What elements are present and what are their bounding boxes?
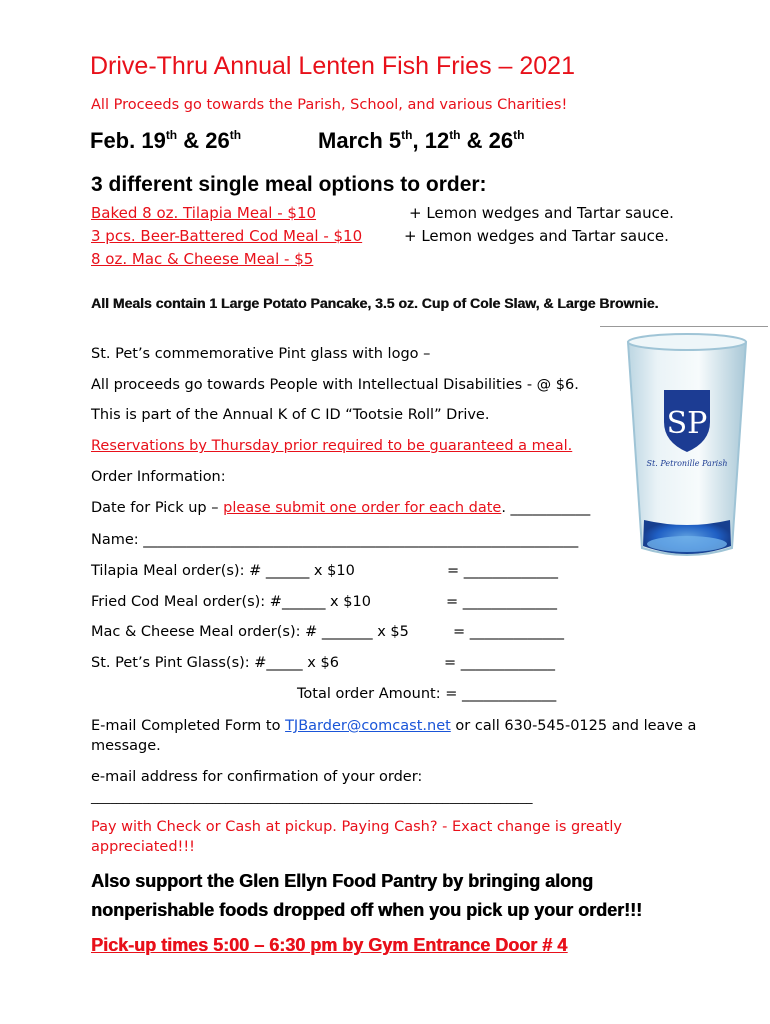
confirmation-email-label: e-mail address for confirmation of your order: bbox=[91, 769, 423, 785]
pickup-date-field[interactable]: Date for Pick up – please submit one order for each date. ___________ bbox=[91, 500, 591, 516]
meal-option-tilapia-extra: + Lemon wedges and Tartar sauce. bbox=[409, 204, 674, 222]
pint-glass-line-1: St. Pet’s commemorative Pint glass with logo – bbox=[91, 346, 431, 362]
meal-option-cod-extra: + Lemon wedges and Tartar sauce. bbox=[404, 227, 669, 245]
email-instructions: E-mail Completed Form to TJBarder@comcast.net or call 630-545-0125 and leave a bbox=[91, 718, 697, 734]
total-order-amount[interactable]: Total order Amount: = _____________ bbox=[297, 686, 557, 702]
confirmation-email-field[interactable]: _____________________________________________________________________ bbox=[91, 790, 533, 805]
meal-option-mac-cheese: 8 oz. Mac & Cheese Meal - $5 bbox=[91, 250, 314, 268]
reservation-notice: Reservations by Thursday prior required to be guaranteed a meal. bbox=[91, 438, 573, 454]
mac-cheese-order-field[interactable]: Mac & Cheese Meal order(s): # _______ x $5 bbox=[91, 624, 409, 640]
meal-contents-note: All Meals contain 1 Large Potato Pancake, 3.5 oz. Cup of Cole Slaw, & Large Brownie. bbox=[91, 295, 659, 311]
email-link[interactable]: TJBarder@comcast.net bbox=[285, 718, 451, 734]
logo-letters: SP bbox=[666, 406, 708, 441]
email-instructions-cont: message. bbox=[91, 738, 161, 754]
pint-glass-line-2: All proceeds go towards People with Intellectual Disabilities - @ $6. bbox=[91, 377, 579, 393]
flyer-title: Drive-Thru Annual Lenten Fish Fries – 2021 bbox=[90, 52, 575, 80]
february-dates: Feb. 19th & 26th bbox=[90, 128, 242, 153]
food-pantry-line-2: nonperishable foods dropped off when you pick up your order!!! bbox=[91, 900, 643, 920]
pickup-times: Pick-up times 5:00 – 6:30 pm by Gym Entrance Door # 4 bbox=[91, 935, 568, 955]
logo-caption: St. Petronille Parish bbox=[646, 459, 728, 468]
mac-cheese-order-total[interactable]: = _____________ bbox=[453, 624, 565, 640]
pint-glass-line-3: This is part of the Annual K of C ID “Tootsie Roll” Drive. bbox=[91, 407, 490, 423]
order-info-heading: Order Information: bbox=[91, 469, 226, 485]
payment-note-cont: appreciated!!! bbox=[91, 839, 195, 855]
cod-order-total[interactable]: = _____________ bbox=[446, 594, 558, 610]
food-pantry-line-1: Also support the Glen Ellyn Food Pantry by bringing along bbox=[91, 871, 594, 891]
pint-glass-image bbox=[624, 330, 750, 570]
meal-options-heading: 3 different single meal options to order: bbox=[91, 173, 487, 196]
flyer-subtitle: All Proceeds go towards the Parish, School, and various Charities! bbox=[91, 97, 568, 113]
payment-note: Pay with Check or Cash at pickup. Paying Cash? - Exact change is greatly bbox=[91, 819, 623, 835]
tilapia-order-total[interactable]: = _____________ bbox=[447, 563, 559, 579]
meal-option-tilapia: Baked 8 oz. Tilapia Meal - $10 bbox=[91, 204, 317, 222]
pint-glass-order-total[interactable]: = _____________ bbox=[444, 655, 556, 671]
march-dates: March 5th, 12th & 26th bbox=[318, 128, 525, 153]
cod-order-field[interactable]: Fried Cod Meal order(s): #______ x $10 bbox=[91, 594, 371, 610]
tilapia-order-field[interactable]: Tilapia Meal order(s): # ______ x $10 bbox=[91, 563, 355, 579]
meal-option-cod: 3 pcs. Beer-Battered Cod Meal - $10 bbox=[91, 227, 363, 245]
divider-line bbox=[600, 326, 768, 327]
pint-glass-order-field[interactable]: St. Pet’s Pint Glass(s): #_____ x $6 bbox=[91, 655, 339, 671]
name-field[interactable]: Name: ____________________________________________________________ bbox=[91, 532, 579, 548]
